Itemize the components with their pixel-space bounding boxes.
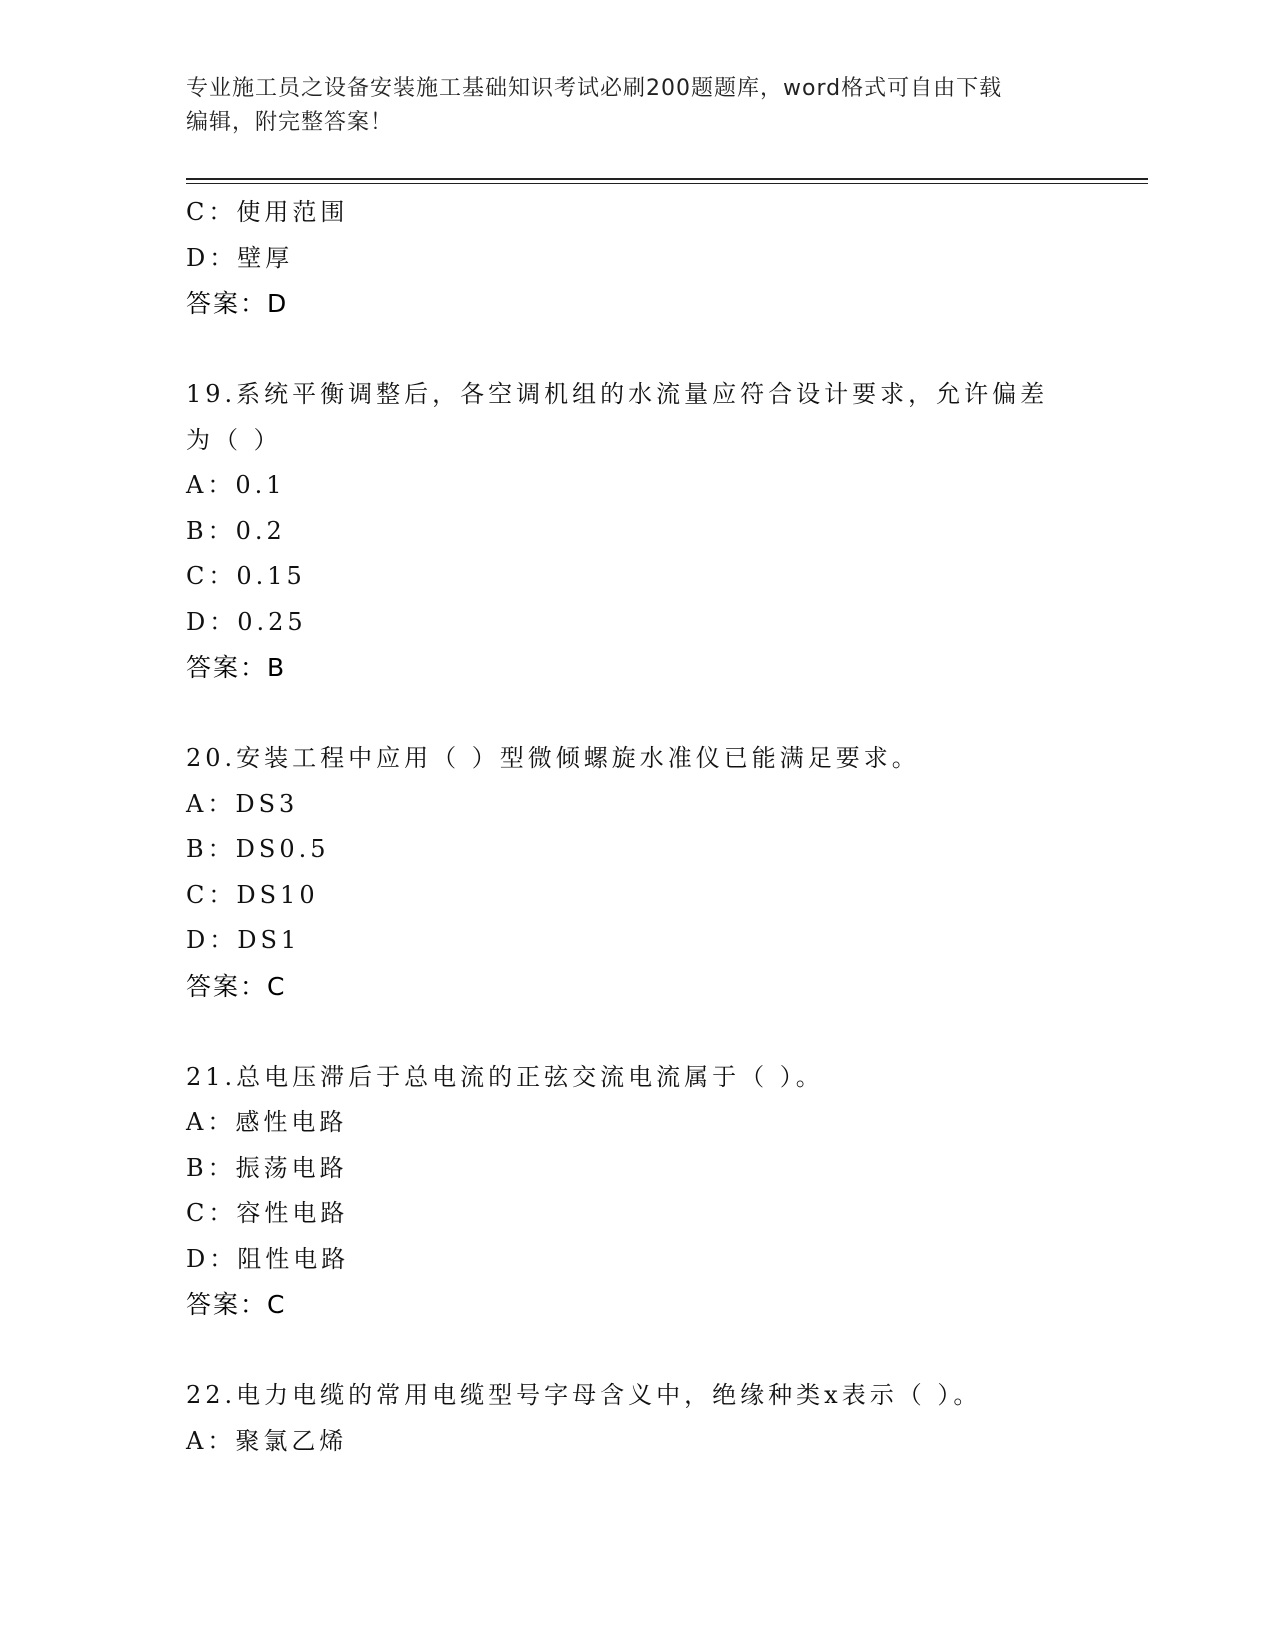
question-spacer [186,691,1086,737]
question-21 [186,1055,1086,1328]
option-b: B：DS0.5 [186,835,330,863]
question-22 [186,1373,1086,1464]
question-stem: 21.总电压滞后于总电流的正弦交流电流属于（ ）。 [186,1062,824,1091]
option-a: A：0.1 [186,471,286,499]
question-spacer [186,1328,1086,1374]
header-rule-thin [186,183,1148,184]
option-a: A：感性电路 [186,1108,348,1136]
header-rule-thick [186,178,1148,180]
document-body [186,190,1086,1464]
header-title-line-1: 专业施工员之设备安装施工基础知识考试必刷200题题库，word格式可自由下载 [186,76,1003,101]
question-stem: 20.安装工程中应用（ ）型微倾螺旋水准仪已能满足要求。 [186,744,920,772]
option-d: D：壁厚 [186,243,294,272]
question-spacer [186,1009,1086,1055]
question-19 [186,372,1086,691]
option-d: D：DS1 [186,926,301,954]
option-a: A：DS3 [186,789,299,818]
option-c: C：容性电路 [186,1199,349,1227]
option-c: C：DS10 [186,880,319,909]
question-stem-line-1: 19.系统平衡调整后，各空调机组的水流量应符合设计要求，允许偏差 [186,380,1049,408]
document-header [186,72,1086,140]
question-18-tail [186,190,1086,327]
question-20 [186,736,1086,1009]
answer-line: 答案：C [186,1290,287,1319]
option-d: D：0.25 [186,607,307,636]
question-spacer [186,327,1086,373]
option-c: C：0.15 [186,562,306,590]
option-b: B：0.2 [186,516,286,545]
answer-line: 答案：D [186,289,289,318]
option-b: B：振荡电路 [186,1153,348,1182]
answer-line: 答案：C [186,971,287,1001]
option-d: D：阻性电路 [186,1244,350,1273]
question-stem: 22.电力电缆的常用电缆型号字母含义中，绝缘种类x表示（ ）。 [186,1381,982,1409]
header-title-line-2: 编辑，附完整答案！ [186,110,394,135]
question-stem-line-2: 为（ ） [186,425,282,454]
option-c: C：使用范围 [186,198,349,226]
option-a: A：聚氯乙烯 [186,1426,348,1455]
answer-line: 答案：B [186,653,287,682]
